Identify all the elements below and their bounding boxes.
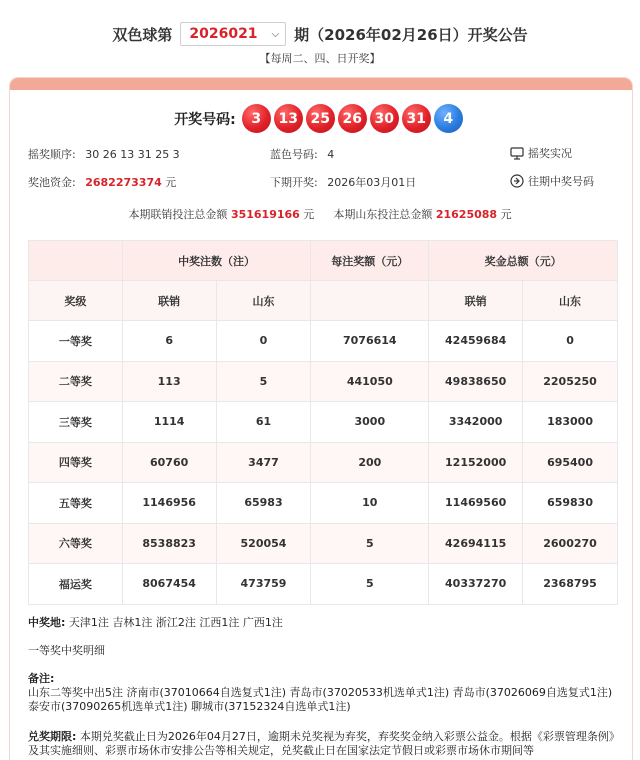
shandong-total: 2205250 [523, 361, 618, 402]
shandong-winners: 65983 [216, 483, 311, 524]
blue-number [270, 146, 334, 162]
monitor-icon [510, 147, 524, 160]
shandong-winners: 520054 [216, 523, 311, 564]
shandong-sales-value: 21625088 [435, 208, 498, 221]
issue-value: 2026021 [189, 26, 258, 42]
red-ball: 30 [370, 104, 399, 133]
blue-number-label: 蓝色号码: [270, 148, 318, 161]
prize-level: 五等奖 [29, 483, 123, 524]
national-total: 42694115 [429, 523, 523, 564]
national-winners: 113 [122, 361, 216, 402]
history-link[interactable] [510, 173, 594, 189]
table-row [29, 523, 618, 564]
table-row [29, 402, 618, 443]
prize-level: 六等奖 [29, 523, 123, 564]
prize-pool-label: 奖池资金: [28, 176, 76, 189]
shandong-total: 659830 [523, 483, 618, 524]
prize-level: 二等奖 [29, 361, 123, 402]
table-row [29, 321, 618, 362]
national-total: 49838650 [429, 361, 523, 402]
title-prefix: 双色球第 [112, 25, 173, 44]
col-total-shandong: 山东 [523, 281, 618, 321]
shandong-total: 2368795 [523, 564, 618, 605]
prize-amount: 5 [311, 564, 429, 605]
national-sales-label: 本期联销投注总金额 [128, 208, 228, 221]
prize-level: 三等奖 [29, 402, 123, 443]
shandong-winners: 3477 [216, 442, 311, 483]
issue-select[interactable] [180, 22, 286, 46]
national-winners: 6 [122, 321, 216, 362]
national-total: 3342000 [429, 402, 523, 443]
prize-pool-unit: 元 [165, 176, 177, 189]
table-row [29, 483, 618, 524]
col-shandong: 山东 [216, 281, 311, 321]
prize-level: 四等奖 [29, 442, 123, 483]
winning-places-value: 天津1注 吉林1注 浙江2注 江西1注 广西1注 [68, 616, 283, 629]
draw-order-label: 摇奖顺序: [28, 148, 76, 161]
national-total: 11469560 [429, 483, 523, 524]
shandong-total: 695400 [523, 442, 618, 483]
prize-amount: 5 [311, 523, 429, 564]
prize-amount: 441050 [311, 361, 429, 402]
shandong-sales-label: 本期山东投注总金额 [333, 208, 433, 221]
prize-table [28, 240, 618, 605]
table-row [29, 442, 618, 483]
col-amount-blank [311, 281, 429, 321]
red-ball: 25 [306, 104, 335, 133]
header-total: 奖金总额（元） [429, 241, 618, 281]
deadline-label: 兑奖期限: [28, 730, 77, 743]
table-row [29, 564, 618, 605]
next-draw-value: 2026年03月01日 [327, 176, 417, 189]
prize-pool [28, 174, 176, 190]
card-accent-bar [10, 78, 632, 90]
shandong-winners: 61 [216, 402, 311, 443]
shandong-winners: 0 [216, 321, 311, 362]
live-draw-link-label: 摇奖实况 [528, 147, 572, 160]
shandong-total: 0 [523, 321, 618, 362]
notes [28, 672, 622, 714]
red-ball: 13 [274, 104, 303, 133]
live-draw-link[interactable] [510, 145, 572, 161]
history-link-label: 往期中奖号码 [528, 175, 594, 188]
winning-places [28, 616, 622, 630]
prize-pool-value: 2682273374 [85, 176, 162, 189]
national-sales-unit: 元 [303, 208, 315, 221]
red-ball: 3 [242, 104, 271, 133]
shandong-sales-unit: 元 [500, 208, 512, 221]
col-level: 奖级 [29, 281, 123, 321]
prize-amount: 7076614 [311, 321, 429, 362]
title-suffix: 期（2026年02月26日）开奖公告 [294, 25, 528, 44]
red-ball: 26 [338, 104, 367, 133]
deadline-text: 本期兑奖截止日为2026年04月27日，逾期未兑奖视为弃奖，弃奖奖金纳入彩票公益金。根据《彩票管理条例》及其实施细则、彩票市场休市安排公告等相关规定，兑奖截止日在国家法定节假日或彩票市场休市期间等 [28, 730, 620, 757]
prize-level: 福运奖 [29, 564, 123, 605]
prize-level: 一等奖 [29, 321, 123, 362]
shandong-winners: 473759 [216, 564, 311, 605]
draw-order-value: 30 26 13 31 25 3 [85, 148, 180, 161]
prize-amount: 200 [311, 442, 429, 483]
red-ball: 31 [402, 104, 431, 133]
col-national: 联销 [122, 281, 216, 321]
next-draw [270, 174, 416, 190]
next-draw-label: 下期开奖: [270, 176, 318, 189]
national-total: 40337270 [429, 564, 523, 605]
notes-text: 山东二等奖中出5注 济南市(37010664自选复式1注) 青岛市(37020533机选单式1注) 青岛市(37026069自选复式1注) 泰安市(37090265机选单式1注) 聊城市(37152324自选单式1注) [28, 686, 613, 713]
national-winners: 1114 [122, 402, 216, 443]
blue-number-value: 4 [327, 148, 335, 161]
header-amount: 每注奖额（元） [311, 241, 429, 281]
winning-places-label: 中奖地: [28, 616, 66, 629]
sales-totals [0, 206, 640, 222]
national-total: 42459684 [429, 321, 523, 362]
national-winners: 8538823 [122, 523, 216, 564]
col-total-national: 联销 [429, 281, 523, 321]
national-winners: 60760 [122, 442, 216, 483]
first-prize-detail: 一等奖中奖明细 [28, 644, 105, 657]
header-blank [29, 241, 123, 281]
shandong-total: 183000 [523, 402, 618, 443]
national-sales-value: 351619166 [230, 208, 300, 221]
draw-schedule: 【每周二、四、日开奖】 [259, 52, 381, 65]
national-winners: 1146956 [122, 483, 216, 524]
prize-amount: 10 [311, 483, 429, 524]
draw-order [28, 146, 180, 162]
arrow-circle-icon [510, 174, 524, 188]
national-total: 12152000 [429, 442, 523, 483]
national-winners: 8067454 [122, 564, 216, 605]
page-header [0, 0, 640, 78]
page-title [0, 22, 640, 46]
blue-ball: 4 [434, 104, 463, 133]
table-row [29, 361, 618, 402]
winning-numbers [0, 104, 640, 133]
shandong-winners: 5 [216, 361, 311, 402]
notes-label: 备注: [28, 672, 55, 685]
prize-amount: 3000 [311, 402, 429, 443]
winning-numbers-label: 开奖号码: [174, 111, 236, 128]
deadline [28, 730, 622, 760]
shandong-total: 2600270 [523, 523, 618, 564]
header-winners: 中奖注数（注） [122, 241, 311, 281]
chevron-down-icon: ⌵ [271, 28, 280, 40]
